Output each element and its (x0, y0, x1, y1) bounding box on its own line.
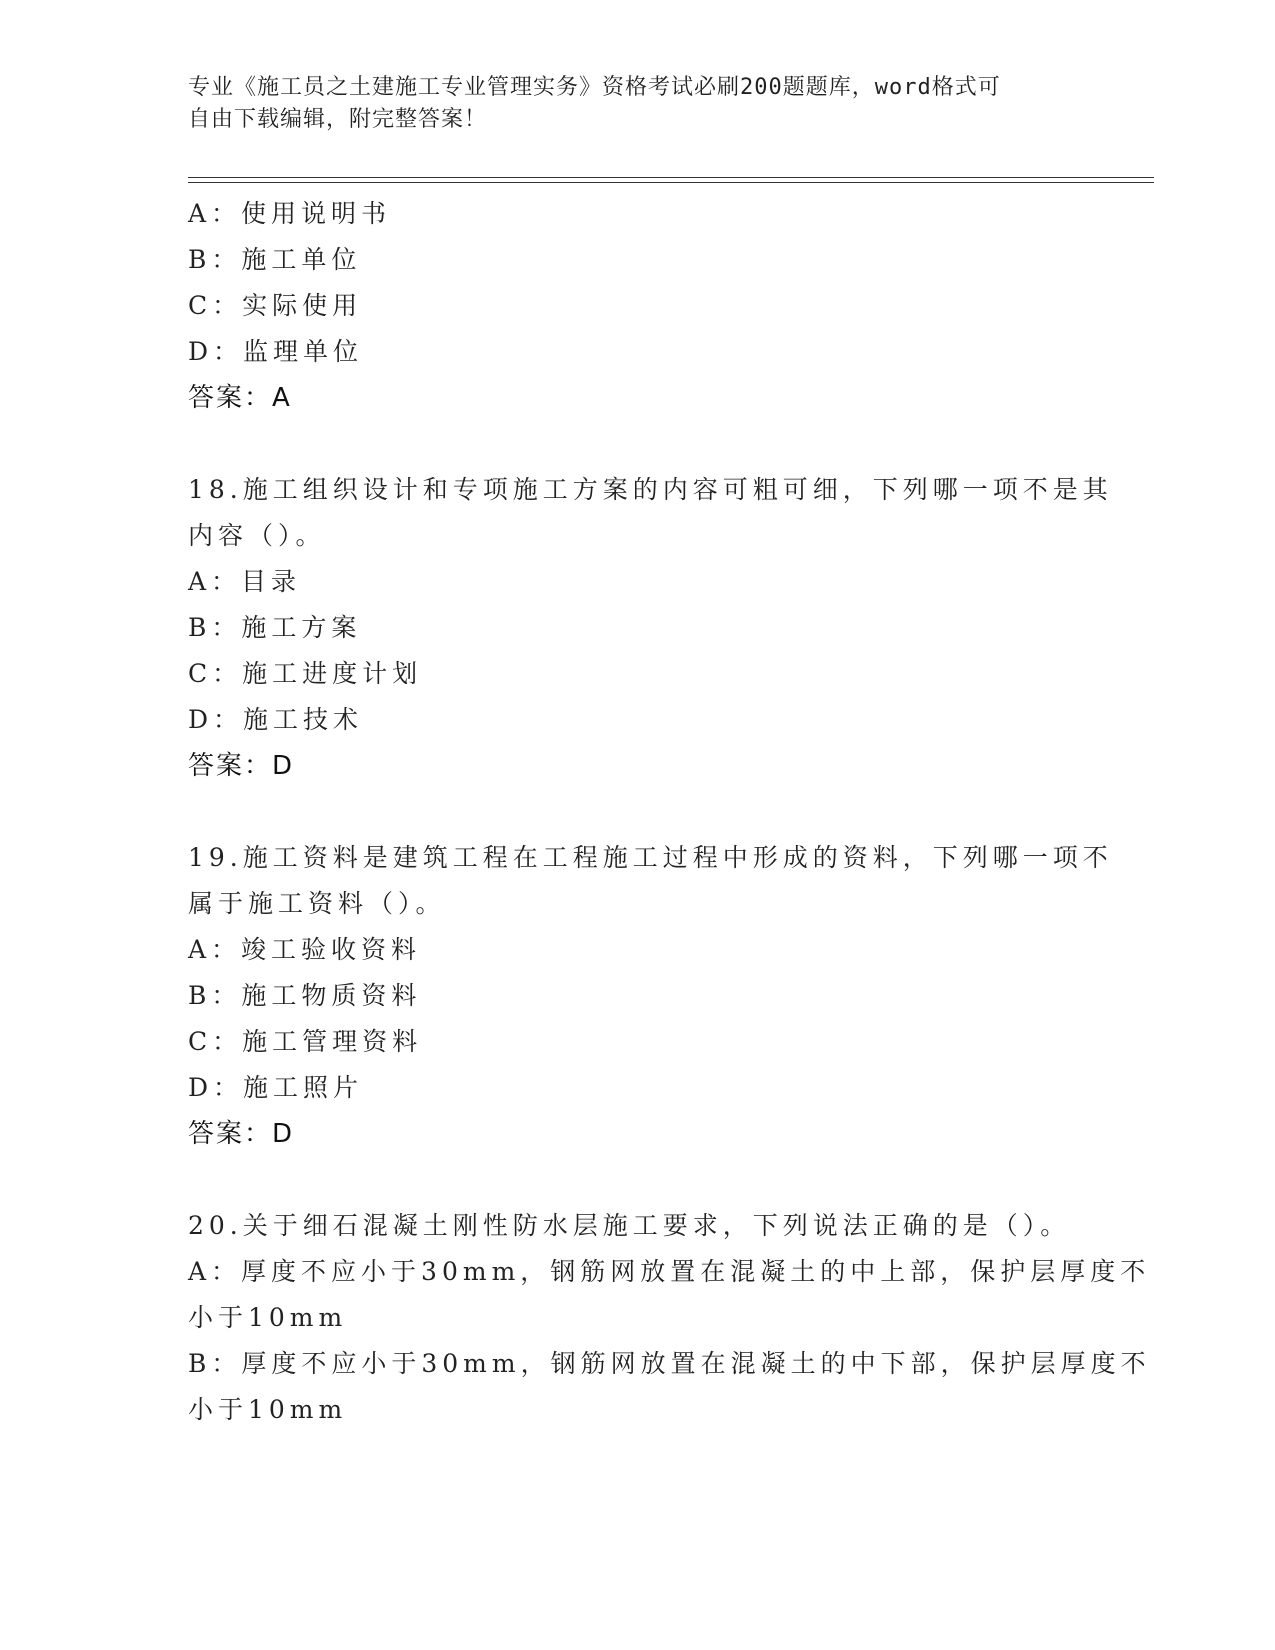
option-c: C：施工进度计划 (188, 659, 423, 688)
question-text-line-1: 18.施工组织设计和专项施工方案的内容可粗可细，下列哪一项不是其 (188, 475, 1113, 504)
spacer (188, 1157, 1108, 1203)
option-a: A：目录 (188, 567, 302, 596)
option-c: C：施工管理资料 (188, 1027, 423, 1056)
option-a: A：使用说明书 (188, 199, 392, 228)
option-b: B：施工单位 (188, 245, 362, 274)
question-text-line-2: 内容（）。 (188, 521, 326, 550)
option-d: D：监理单位 (188, 337, 364, 366)
option-a: A：竣工验收资料 (188, 935, 422, 964)
option-c: C：实际使用 (188, 291, 363, 320)
answer-line: 答案：A (188, 383, 292, 413)
header-divider-bottom (188, 182, 1154, 183)
option-b-line-2: 小于10mm (188, 1395, 348, 1424)
question-text-line-1: 19.施工资料是建筑工程在工程施工过程中形成的资料，下列哪一项不 (188, 843, 1113, 872)
question-19 (188, 835, 1113, 1157)
header-line-1: 专业《施工员之土建施工专业管理实务》资格考试必刷200题题库，word格式可 (188, 75, 1001, 100)
answer-line: 答案：D (188, 1119, 295, 1149)
option-a-line-1: A：厚度不应小于30mm，钢筋网放置在混凝土的中上部，保护层厚度不 (188, 1257, 1151, 1286)
option-d: D：施工技术 (188, 705, 364, 734)
option-b: B：施工物质资料 (188, 981, 422, 1010)
answer-line: 答案：D (188, 751, 295, 781)
question-list (188, 191, 1151, 1433)
option-b-line-1: B：厚度不应小于30mm，钢筋网放置在混凝土的中下部，保护层厚度不 (188, 1349, 1151, 1378)
spacer (188, 789, 1108, 835)
header-divider-top (188, 177, 1154, 178)
document-header (188, 72, 1088, 136)
header-line-2: 自由下载编辑，附完整答案！ (188, 107, 488, 132)
question-text-line-1: 20.关于细石混凝土刚性防水层施工要求，下列说法正确的是（）。 (188, 1211, 1071, 1240)
option-d: D：施工照片 (188, 1073, 364, 1102)
question-text-line-2: 属于施工资料（）。 (188, 889, 446, 918)
option-b: B：施工方案 (188, 613, 362, 642)
spacer (188, 421, 1108, 467)
question-20 (188, 1203, 1151, 1433)
question-17 (188, 191, 1108, 421)
option-a-line-2: 小于10mm (188, 1303, 348, 1332)
question-18 (188, 467, 1113, 789)
